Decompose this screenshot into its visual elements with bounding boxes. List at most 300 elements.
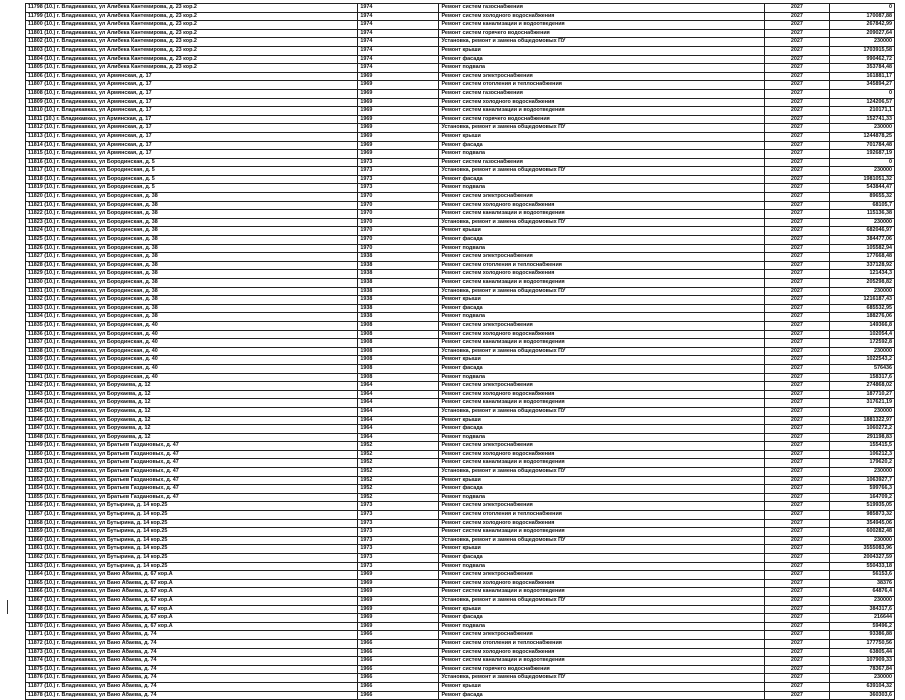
year-cell: 1973 <box>358 545 439 554</box>
year-cell: 1969 <box>358 124 439 133</box>
table-row <box>26 158 895 167</box>
plan-year-cell: 2027 <box>764 107 829 116</box>
year-cell: 1970 <box>358 227 439 236</box>
plan-year-cell: 2027 <box>764 339 829 348</box>
cost-cell: 105582,94 <box>829 244 894 253</box>
table-row <box>26 321 895 330</box>
table-row <box>26 416 895 425</box>
year-cell: 1973 <box>358 175 439 184</box>
cost-cell: 230000 <box>829 468 894 477</box>
table-row <box>26 399 895 408</box>
year-cell: 1970 <box>358 218 439 227</box>
table-row <box>26 373 895 382</box>
year-cell: 1952 <box>358 442 439 451</box>
year-cell: 1964 <box>358 416 439 425</box>
table-row <box>26 12 895 21</box>
work-type-cell: Ремонт систем электроснабжения <box>439 631 764 640</box>
work-type-cell: Ремонт систем холодного водоснабжения <box>439 330 764 339</box>
year-cell: 1938 <box>358 287 439 296</box>
address-cell: 11858 (10.) г. Владикавказ, ул Бутырина, д. 14 кор.25 <box>26 519 358 528</box>
year-cell: 1908 <box>358 330 439 339</box>
work-type-cell: Установка, ремонт и замена общедомовых ПУ <box>439 536 764 545</box>
cost-cell: 384317,6 <box>829 605 894 614</box>
table-row <box>26 201 895 210</box>
work-type-cell: Ремонт систем отопления и теплоснабжения <box>439 639 764 648</box>
address-cell: 11870 (10.) г. Владикавказ, ул Вано Абаева, д. 67 кор.А <box>26 622 358 631</box>
plan-year-cell: 2027 <box>764 373 829 382</box>
table-row <box>26 639 895 648</box>
address-cell: 11826 (10.) г. Владикавказ, ул Бородинская, д. 38 <box>26 244 358 253</box>
work-type-cell: Ремонт крыши <box>439 545 764 554</box>
plan-year-cell: 2027 <box>764 201 829 210</box>
work-type-cell: Ремонт подвала <box>439 622 764 631</box>
cost-cell: 685532,95 <box>829 304 894 313</box>
work-type-cell: Ремонт систем горячего водоснабжения <box>439 665 764 674</box>
work-type-cell: Установка, ремонт и замена общедомовых ПУ <box>439 596 764 605</box>
cost-cell: 317621,19 <box>829 399 894 408</box>
plan-year-cell: 2027 <box>764 46 829 55</box>
year-cell: 1908 <box>358 356 439 365</box>
cost-cell: 177750,56 <box>829 639 894 648</box>
table-row <box>26 236 895 245</box>
work-type-cell: Ремонт фасада <box>439 141 764 150</box>
year-cell: 1908 <box>358 373 439 382</box>
plan-year-cell: 2027 <box>764 210 829 219</box>
cost-cell: 209027,64 <box>829 29 894 38</box>
table-row <box>26 98 895 107</box>
address-cell: 11819 (10.) г. Владикавказ, ул Бородинская, д. 5 <box>26 184 358 193</box>
cost-cell: 354945,06 <box>829 519 894 528</box>
address-cell: 11875 (10.) г. Владикавказ, ул Вано Абаева, д. 74 <box>26 665 358 674</box>
year-cell: 1973 <box>358 536 439 545</box>
cost-cell: 550433,18 <box>829 562 894 571</box>
cost-cell: 89655,32 <box>829 193 894 202</box>
plan-year-cell: 2027 <box>764 304 829 313</box>
address-cell: 11874 (10.) г. Владикавказ, ул Вано Абаева, д. 74 <box>26 657 358 666</box>
address-cell: 11833 (10.) г. Владикавказ, ул Бородинская, д. 38 <box>26 304 358 313</box>
table-row <box>26 502 895 511</box>
cost-cell: 107909,33 <box>829 657 894 666</box>
year-cell: 1952 <box>358 493 439 502</box>
table-row <box>26 536 895 545</box>
year-cell: 1966 <box>358 631 439 640</box>
address-cell: 11838 (10.) г. Владикавказ, ул Бородинская, д. 40 <box>26 347 358 356</box>
table-row <box>26 511 895 520</box>
address-cell: 11832 (10.) г. Владикавказ, ул Бородинская, д. 38 <box>26 296 358 305</box>
table-row <box>26 407 895 416</box>
table-row <box>26 562 895 571</box>
cost-cell: 78367,84 <box>829 665 894 674</box>
table-row <box>26 64 895 73</box>
address-cell: 11862 (10.) г. Владикавказ, ул Бутырина, д. 14 кор.25 <box>26 554 358 563</box>
plan-year-cell: 2027 <box>764 141 829 150</box>
year-cell: 1970 <box>358 236 439 245</box>
plan-year-cell: 2027 <box>764 511 829 520</box>
plan-year-cell: 2027 <box>764 493 829 502</box>
work-type-cell: Ремонт систем газоснабжения <box>439 158 764 167</box>
address-cell: 11868 (10.) г. Владикавказ, ул Вано Абаева, д. 67 кор.А <box>26 605 358 614</box>
table-row <box>26 107 895 116</box>
year-cell: 1973 <box>358 502 439 511</box>
cost-cell: 93386,88 <box>829 631 894 640</box>
address-cell: 11817 (10.) г. Владикавказ, ул Бородинская, д. 5 <box>26 167 358 176</box>
work-type-cell: Ремонт фасада <box>439 364 764 373</box>
cost-cell: 337128,92 <box>829 261 894 270</box>
table-row <box>26 605 895 614</box>
year-cell: 1964 <box>358 433 439 442</box>
table-row <box>26 81 895 90</box>
cost-cell: 682046,97 <box>829 227 894 236</box>
address-cell: 11813 (10.) г. Владикавказ, ул Армянская, д. 17 <box>26 132 358 141</box>
work-type-cell: Ремонт систем канализации и водоотведения <box>439 399 764 408</box>
table-row <box>26 519 895 528</box>
cost-cell: 152741,33 <box>829 115 894 124</box>
cost-cell: 187710,27 <box>829 390 894 399</box>
cost-cell: 600282,48 <box>829 528 894 537</box>
work-type-cell: Ремонт систем холодного водоснабжения <box>439 519 764 528</box>
table-row <box>26 674 895 683</box>
address-cell: 11853 (10.) г. Владикавказ, ул Братьев Газдановых, д. 47 <box>26 476 358 485</box>
cost-cell: 0 <box>829 4 894 13</box>
plan-year-cell: 2027 <box>764 313 829 322</box>
work-type-cell: Ремонт подвала <box>439 150 764 159</box>
table-row <box>26 150 895 159</box>
address-cell: 11804 (10.) г. Владикавказ, ул Алибека Кантемирова, д. 23 кор.2 <box>26 55 358 64</box>
year-cell: 1969 <box>358 98 439 107</box>
cost-cell: 345894,27 <box>829 81 894 90</box>
table-row <box>26 4 895 13</box>
year-cell: 1969 <box>358 588 439 597</box>
work-type-cell: Ремонт систем канализации и водоотведения <box>439 21 764 30</box>
plan-year-cell: 2027 <box>764 72 829 81</box>
cost-cell: 102054,4 <box>829 330 894 339</box>
work-type-cell: Ремонт крыши <box>439 132 764 141</box>
cost-cell: 188276,06 <box>829 313 894 322</box>
year-cell: 1938 <box>358 261 439 270</box>
cost-cell: 360303,6 <box>829 691 894 700</box>
cost-cell: 384477,06 <box>829 236 894 245</box>
year-cell: 1969 <box>358 150 439 159</box>
plan-year-cell: 2027 <box>764 450 829 459</box>
table-row <box>26 450 895 459</box>
year-cell: 1908 <box>358 364 439 373</box>
address-cell: 11850 (10.) г. Владикавказ, ул Братьев Газдановых, д. 47 <box>26 450 358 459</box>
plan-year-cell: 2027 <box>764 98 829 107</box>
plan-year-cell: 2027 <box>764 115 829 124</box>
year-cell: 1969 <box>358 115 439 124</box>
plan-year-cell: 2027 <box>764 605 829 614</box>
work-type-cell: Ремонт систем холодного водоснабжения <box>439 12 764 21</box>
table-row <box>26 253 895 262</box>
table-row <box>26 665 895 674</box>
table-row <box>26 364 895 373</box>
plan-year-cell: 2027 <box>764 562 829 571</box>
cost-cell: 230000 <box>829 596 894 605</box>
address-cell: 11861 (10.) г. Владикавказ, ул Бутырина, д. 14 кор.25 <box>26 545 358 554</box>
plan-year-cell: 2027 <box>764 4 829 13</box>
year-cell: 1952 <box>358 459 439 468</box>
plan-year-cell: 2027 <box>764 261 829 270</box>
plan-year-cell: 2027 <box>764 554 829 563</box>
table-row <box>26 657 895 666</box>
plan-year-cell: 2027 <box>764 296 829 305</box>
year-cell: 1969 <box>358 132 439 141</box>
cost-cell: 576436 <box>829 364 894 373</box>
work-type-cell: Ремонт систем холодного водоснабжения <box>439 201 764 210</box>
year-cell: 1973 <box>358 528 439 537</box>
table-row <box>26 493 895 502</box>
work-type-cell: Ремонт подвала <box>439 184 764 193</box>
address-cell: 11869 (10.) г. Владикавказ, ул Вано Абаева, д. 67 кор.А <box>26 614 358 623</box>
address-cell: 11865 (10.) г. Владикавказ, ул Вано Абаева, д. 67 кор.А <box>26 579 358 588</box>
cost-cell: 1981051,32 <box>829 175 894 184</box>
address-cell: 11806 (10.) г. Владикавказ, ул Армянская, д. 17 <box>26 72 358 81</box>
plan-year-cell: 2027 <box>764 622 829 631</box>
work-type-cell: Ремонт систем газоснабжения <box>439 4 764 13</box>
cost-cell: 990462,72 <box>829 55 894 64</box>
plan-year-cell: 2027 <box>764 287 829 296</box>
plan-year-cell: 2027 <box>764 519 829 528</box>
table-row <box>26 571 895 580</box>
cost-cell: 274868,02 <box>829 382 894 391</box>
address-cell: 11807 (10.) г. Владикавказ, ул Армянская, д. 17 <box>26 81 358 90</box>
year-cell: 1952 <box>358 468 439 477</box>
address-cell: 11864 (10.) г. Владикавказ, ул Вано Абаева, д. 67 кор.А <box>26 571 358 580</box>
table-row <box>26 485 895 494</box>
year-cell: 1973 <box>358 184 439 193</box>
address-cell: 11798 (10.) г. Владикавказ, ул Алибека Кантемирова, д. 23 кор.2 <box>26 4 358 13</box>
year-cell: 1966 <box>358 674 439 683</box>
table-row <box>26 356 895 365</box>
plan-year-cell: 2027 <box>764 184 829 193</box>
table-row <box>26 296 895 305</box>
address-cell: 11824 (10.) г. Владикавказ, ул Бородинская, д. 38 <box>26 227 358 236</box>
year-cell: 1964 <box>358 425 439 434</box>
plan-year-cell: 2027 <box>764 631 829 640</box>
table-row <box>26 141 895 150</box>
year-cell: 1970 <box>358 193 439 202</box>
table-body <box>26 4 895 700</box>
work-type-cell: Ремонт фасада <box>439 175 764 184</box>
year-cell: 1966 <box>358 648 439 657</box>
table-row <box>26 244 895 253</box>
work-type-cell: Ремонт систем отопления и теплоснабжения <box>439 261 764 270</box>
plan-year-cell: 2027 <box>764 270 829 279</box>
cost-cell: 1881322,97 <box>829 416 894 425</box>
table-row <box>26 124 895 133</box>
cost-cell: 230000 <box>829 407 894 416</box>
address-cell: 11820 (10.) г. Владикавказ, ул Бородинская, д. 38 <box>26 193 358 202</box>
year-cell: 1973 <box>358 167 439 176</box>
work-type-cell: Ремонт систем газоснабжения <box>439 89 764 98</box>
work-type-cell: Ремонт систем канализации и водоотведения <box>439 279 764 288</box>
year-cell: 1970 <box>358 210 439 219</box>
cost-cell: 121434,3 <box>829 270 894 279</box>
year-cell: 1964 <box>358 382 439 391</box>
year-cell: 1966 <box>358 682 439 691</box>
plan-year-cell: 2027 <box>764 193 829 202</box>
cost-cell: 599766,3 <box>829 485 894 494</box>
cost-cell: 1244878,25 <box>829 132 894 141</box>
plan-year-cell: 2027 <box>764 614 829 623</box>
cost-cell: 0 <box>829 89 894 98</box>
work-type-cell: Ремонт фасада <box>439 554 764 563</box>
address-cell: 11831 (10.) г. Владикавказ, ул Бородинская, д. 38 <box>26 287 358 296</box>
document-sheet <box>25 3 895 700</box>
work-type-cell: Ремонт систем горячего водоснабжения <box>439 115 764 124</box>
work-type-cell: Ремонт фасада <box>439 614 764 623</box>
cost-cell: 59496,2 <box>829 622 894 631</box>
work-type-cell: Ремонт систем холодного водоснабжения <box>439 450 764 459</box>
table-row <box>26 579 895 588</box>
table-row <box>26 691 895 700</box>
table-row <box>26 29 895 38</box>
plan-year-cell: 2027 <box>764 89 829 98</box>
year-cell: 1969 <box>358 81 439 90</box>
table-row <box>26 339 895 348</box>
year-cell: 1969 <box>358 89 439 98</box>
cost-cell: 149366,8 <box>829 321 894 330</box>
table-row <box>26 175 895 184</box>
year-cell: 1938 <box>358 313 439 322</box>
plan-year-cell: 2027 <box>764 459 829 468</box>
table-row <box>26 442 895 451</box>
cost-cell: 230000 <box>829 347 894 356</box>
table-row <box>26 554 895 563</box>
work-type-cell: Ремонт систем электроснабжения <box>439 502 764 511</box>
plan-year-cell: 2027 <box>764 55 829 64</box>
plan-year-cell: 2027 <box>764 588 829 597</box>
plan-year-cell: 2027 <box>764 691 829 700</box>
table-row <box>26 89 895 98</box>
address-cell: 11835 (10.) г. Владикавказ, ул Бородинская, д. 40 <box>26 321 358 330</box>
cost-cell: 210171,1 <box>829 107 894 116</box>
work-type-cell: Установка, ремонт и замена общедомовых ПУ <box>439 124 764 133</box>
work-type-cell: Ремонт систем канализации и водоотведения <box>439 657 764 666</box>
cost-cell: 701784,48 <box>829 141 894 150</box>
plan-year-cell: 2027 <box>764 476 829 485</box>
cost-cell: 230000 <box>829 536 894 545</box>
work-type-cell: Ремонт систем канализации и водоотведения <box>439 210 764 219</box>
year-cell: 1974 <box>358 4 439 13</box>
table-row <box>26 218 895 227</box>
address-cell: 11876 (10.) г. Владикавказ, ул Вано Абаева, д. 74 <box>26 674 358 683</box>
work-type-cell: Ремонт крыши <box>439 296 764 305</box>
table-row <box>26 476 895 485</box>
address-cell: 11803 (10.) г. Владикавказ, ул Алибека Кантемирова, д. 23 кор.2 <box>26 46 358 55</box>
table-row <box>26 21 895 30</box>
plan-year-cell: 2027 <box>764 399 829 408</box>
table-row <box>26 287 895 296</box>
table-row <box>26 72 895 81</box>
year-cell: 1973 <box>358 519 439 528</box>
year-cell: 1964 <box>358 407 439 416</box>
page-edge-mark <box>7 600 8 614</box>
year-cell: 1974 <box>358 38 439 47</box>
cost-cell: 353784,48 <box>829 64 894 73</box>
cost-cell: 158317,6 <box>829 373 894 382</box>
work-type-cell: Ремонт систем канализации и водоотведения <box>439 528 764 537</box>
plan-year-cell: 2027 <box>764 545 829 554</box>
cost-cell: 0 <box>829 158 894 167</box>
work-type-cell: Ремонт фасада <box>439 304 764 313</box>
table-row <box>26 425 895 434</box>
year-cell: 1964 <box>358 399 439 408</box>
year-cell: 1952 <box>358 476 439 485</box>
plan-year-cell: 2027 <box>764 158 829 167</box>
year-cell: 1969 <box>358 72 439 81</box>
address-cell: 11811 (10.) г. Владикавказ, ул Армянская, д. 17 <box>26 115 358 124</box>
table-row <box>26 390 895 399</box>
table-row <box>26 270 895 279</box>
cost-cell: 230000 <box>829 167 894 176</box>
address-cell: 11818 (10.) г. Владикавказ, ул Бородинская, д. 5 <box>26 175 358 184</box>
address-cell: 11872 (10.) г. Владикавказ, ул Вано Абаева, д. 74 <box>26 639 358 648</box>
year-cell: 1966 <box>358 639 439 648</box>
work-type-cell: Ремонт систем электроснабжения <box>439 442 764 451</box>
table-row <box>26 184 895 193</box>
work-type-cell: Ремонт подвала <box>439 64 764 73</box>
address-cell: 11857 (10.) г. Владикавказ, ул Бутырина, д. 14 кор.25 <box>26 511 358 520</box>
address-cell: 11823 (10.) г. Владикавказ, ул Бородинская, д. 38 <box>26 218 358 227</box>
table-row <box>26 614 895 623</box>
year-cell: 1969 <box>358 107 439 116</box>
cost-cell: 115136,38 <box>829 210 894 219</box>
plan-year-cell: 2027 <box>764 407 829 416</box>
table-row <box>26 167 895 176</box>
address-cell: 11847 (10.) г. Владикавказ, ул Борукаева, д. 12 <box>26 425 358 434</box>
address-cell: 11800 (10.) г. Владикавказ, ул Алибека Кантемирова, д. 23 кор.2 <box>26 21 358 30</box>
plan-year-cell: 2027 <box>764 390 829 399</box>
plan-year-cell: 2027 <box>764 536 829 545</box>
table-row <box>26 382 895 391</box>
plan-year-cell: 2027 <box>764 528 829 537</box>
address-cell: 11827 (10.) г. Владикавказ, ул Бородинская, д. 38 <box>26 253 358 262</box>
cost-cell: 205298,82 <box>829 279 894 288</box>
year-cell: 1964 <box>358 390 439 399</box>
work-type-cell: Ремонт систем электроснабжения <box>439 321 764 330</box>
address-cell: 11830 (10.) г. Владикавказ, ул Бородинская, д. 38 <box>26 279 358 288</box>
year-cell: 1938 <box>358 279 439 288</box>
year-cell: 1969 <box>358 605 439 614</box>
cost-cell: 38376 <box>829 579 894 588</box>
work-type-cell: Установка, ремонт и замена общедомовых ПУ <box>439 167 764 176</box>
work-type-cell: Ремонт систем канализации и водоотведения <box>439 459 764 468</box>
cost-cell: 155415,5 <box>829 442 894 451</box>
address-cell: 11825 (10.) г. Владикавказ, ул Бородинская, д. 38 <box>26 236 358 245</box>
plan-year-cell: 2027 <box>764 356 829 365</box>
address-cell: 11845 (10.) г. Владикавказ, ул Борукаева, д. 12 <box>26 407 358 416</box>
address-cell: 11844 (10.) г. Владикавказ, ул Борукаева, д. 12 <box>26 399 358 408</box>
address-cell: 11821 (10.) г. Владикавказ, ул Бородинская, д. 38 <box>26 201 358 210</box>
year-cell: 1938 <box>358 304 439 313</box>
work-type-cell: Ремонт систем электроснабжения <box>439 253 764 262</box>
year-cell: 1938 <box>358 296 439 305</box>
plan-year-cell: 2027 <box>764 29 829 38</box>
plan-year-cell: 2027 <box>764 167 829 176</box>
work-type-cell: Установка, ремонт и замена общедомовых ПУ <box>439 347 764 356</box>
table-row <box>26 279 895 288</box>
work-type-cell: Ремонт систем канализации и водоотведения <box>439 107 764 116</box>
table-row <box>26 682 895 691</box>
year-cell: 1970 <box>358 201 439 210</box>
year-cell: 1973 <box>358 554 439 563</box>
work-type-cell: Ремонт систем отопления и теплоснабжения <box>439 511 764 520</box>
year-cell: 1969 <box>358 622 439 631</box>
work-type-cell: Ремонт подвала <box>439 562 764 571</box>
year-cell: 1973 <box>358 511 439 520</box>
table-row <box>26 545 895 554</box>
